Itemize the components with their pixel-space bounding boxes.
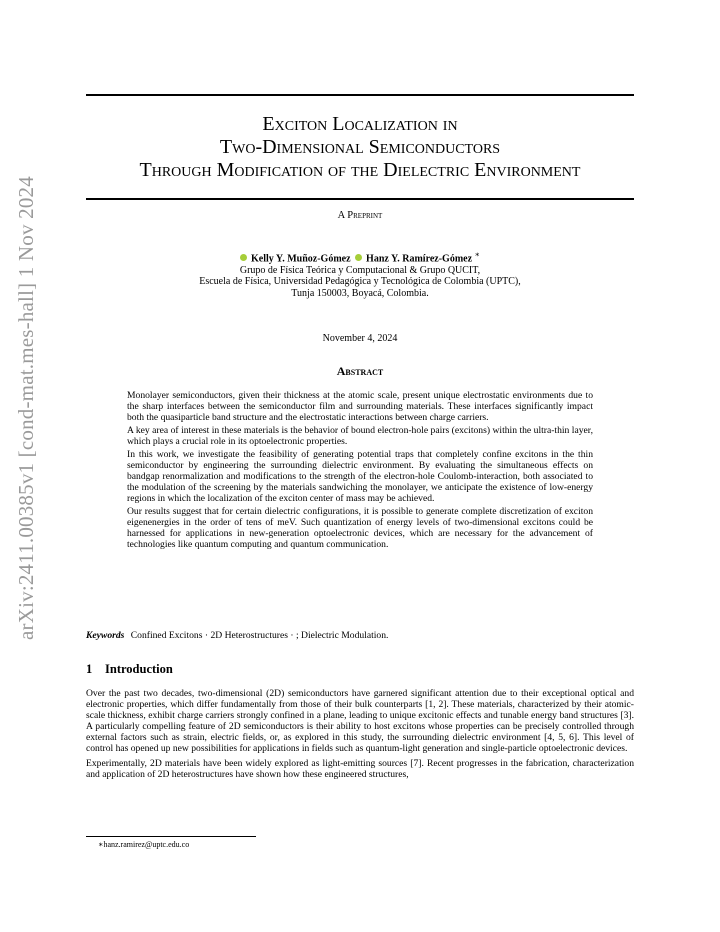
author-name: Hanz Y. Ramírez-Gómez [366, 253, 473, 265]
abstract-body [127, 390, 593, 552]
keywords-text: Confined Excitons · 2D Heterostructures · ; Dielectric Modulation. [130, 630, 389, 641]
arxiv-identifier: arXiv:2411.00385v1 [cond-mat.mes-hall] 1 Nov 2024 [14, 176, 38, 640]
affiliation-line: Tunja 150003, Boyacá, Colombia. [291, 287, 429, 299]
author-name: Kelly Y. Muñoz-Gómez [251, 253, 351, 265]
title-line: Two-Dimensional Semiconductors [219, 136, 501, 158]
keywords-label: Keywords [86, 630, 125, 641]
title-line: Exciton Localization in [262, 113, 458, 135]
paper-title [86, 113, 634, 182]
abstract-paragraph: A key area of interest in these materials is the behavior of bound electron-hole pairs (excitons) within the ultra-thin layer, which plays a crucial role in its optoelectronic properties. [127, 425, 593, 447]
affiliation-line: Grupo de Física Teórica y Computacional & Grupo QUCIT, [239, 264, 481, 276]
footnote-email: ∗hanz.ramirez@uptc.edu.co [98, 840, 190, 849]
body-paragraph: Over the past two decades, two-dimensional (2D) semiconductors have garnered significant attention due to their exceptional optical and electronic properties, which differ fundamentally from those of their bulk counterparts [1, 2]. These materials, characterized by their atomic-scale thickness, exhibit charge carriers strongly confined in a plane, leading to unique excitonic effects and tunable energy band structures [3]. A particularly compelling feature of 2D semiconductors is their ability to host excitons whose properties can be precisely controlled through external factors such as strain, electric fields, or, as explored in this study, the surrounding dielectric environment [4, 5, 6]. This level of control has opened up new possibilities for applications in fields such as quantum-light generation and single-particle optoelectronic devices. [86, 688, 634, 754]
abstract-paragraph: Our results suggest that for certain dielectric configurations, it is possible to generate complete discretization of exciton eigenenergies in the order of tens of meV. Such quantization of energy levels of two-dimensional excitons could be harnessed for applications in new-generation optoelectronic devices, which are necessary for the advancement of technologies like quantum computing and quantum communication. [127, 506, 593, 550]
author-names [86, 249, 634, 265]
footnote-rule [86, 836, 256, 837]
section-title: Introduction [105, 662, 173, 676]
section-number: 1 [86, 662, 93, 676]
abstract-heading: Abstract [336, 364, 384, 378]
paper-date: November 4, 2024 [322, 333, 398, 344]
title-line: Through Modification of the Dielectric Environment [139, 159, 581, 181]
preprint-label: A Preprint [337, 210, 383, 221]
abstract-paragraph: In this work, we investigate the feasibility of generating potential traps that completely confine excitons in the thin semiconductor by engineering the surrounding dielectric environment. By evaluating the simultaneous effects on bandgap renormalization and modifications to the strength of the electron-hole Coulomb-interaction, both associated to the modulation of the screening by the materials sandwiching the monolayer, we anticipate the existence of low-energy regions in which the localization of the exciton center of mass may be achieved. [127, 449, 593, 504]
title-rule-top [86, 94, 634, 96]
affiliation-line: Escuela de Física, Universidad Pedagógica y Tecnológica de Colombia (UPTC), [199, 276, 521, 288]
title-rule-bottom [86, 198, 634, 200]
section-body [86, 688, 634, 784]
orcid-icon[interactable] [240, 254, 247, 261]
footnote-marker: ∗ [474, 250, 480, 259]
author-block [86, 249, 634, 299]
orcid-icon[interactable] [355, 254, 362, 261]
section-heading [86, 662, 634, 677]
keywords-line [86, 630, 634, 641]
body-paragraph: Experimentally, 2D materials have been widely explored as light-emitting sources [7]. Recent progresses in the fabrication, characterization and application of 2D heterostructures have shown how these engineered structures, [86, 758, 634, 780]
abstract-paragraph: Monolayer semiconductors, given their thickness at the atomic scale, present unique electrostatic environments due to the sharp interfaces between the semiconductor film and surrounding materials. These interfaces significantly impact both the quasiparticle band structure and the electrostatic interactions between charge carriers. [127, 390, 593, 423]
